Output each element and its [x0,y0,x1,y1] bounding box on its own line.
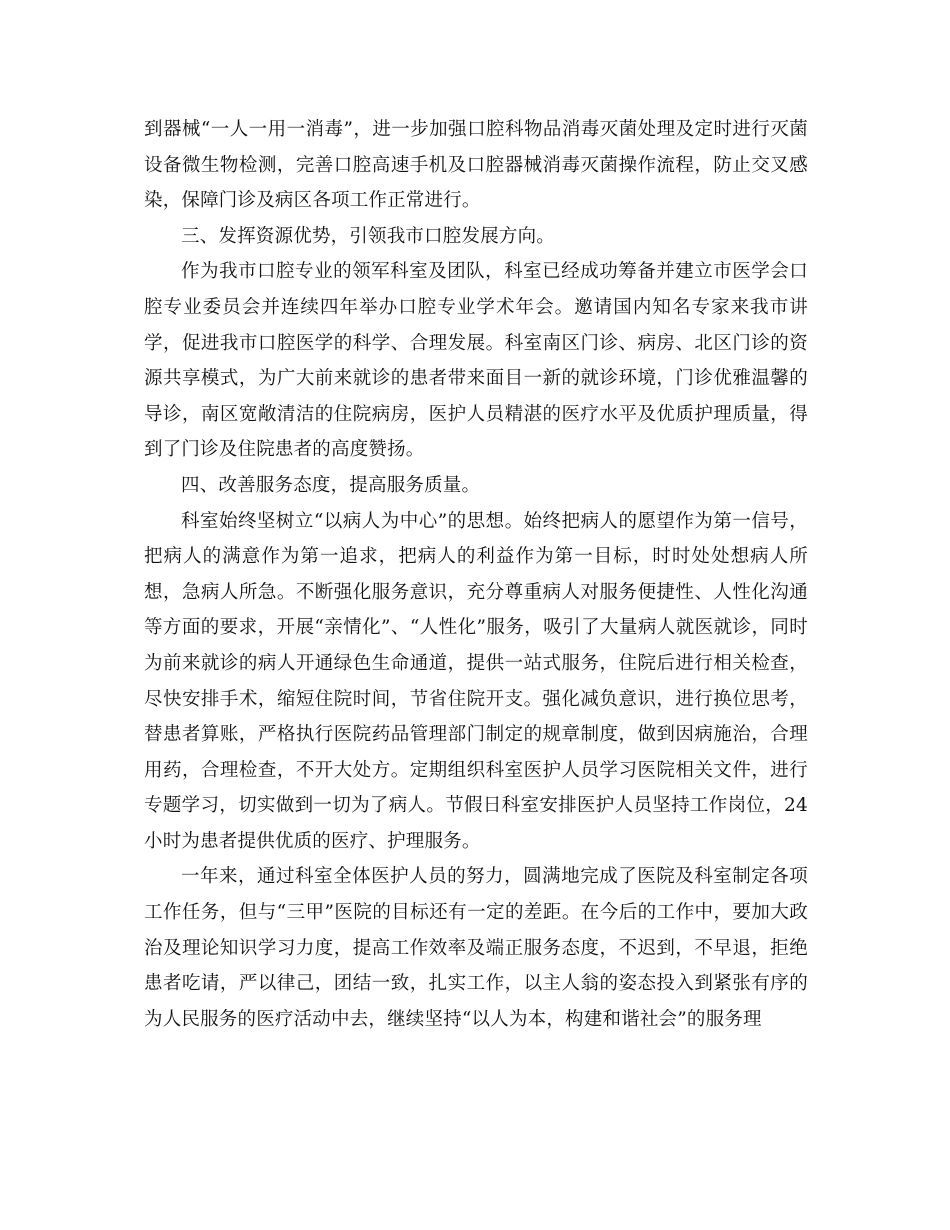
paragraph-year-summary: 一年来，通过科室全体医护人员的努力，圆满地完成了医院及科室制定各项工作任务，但与“三甲”医院的目标还有一定的差距。在今后的工作中，要加大政治及理论知识学习力度，提高工作效率及端正服务态度，不迟到，不早退，拒绝患者吃请，严以律己，团结一致，扎实工作，以主人翁的姿态投入到紧张有序的为人民服务的医疗活动中去，继续坚持“以人为本，构建和谐社会”的服务理 [144,866,808,1030]
section-heading-four: 四、改善服务态度，提高服务质量。 [181,474,481,496]
paragraph-service-attitude: 科室始终坚树立“以病人为中心”的思想。始终把病人的愿望作为第一信号，把病人的满意作为第一追求，把病人的利益作为第一目标，时时处处想病人所想，急病人所急。不断强化服务意识，充分尊重病人对服务便捷性、人性化沟通等方面的要求，开展“亲情化”、“人性化”服务，吸引了大量病人就医就诊，同时为前来就诊的病人开通绿色生命通道，提供一站式服务，住院后进行相关检查，尽快安排手术，缩短住院时间，节省住院开支。强化减负意识，进行换位思考，替患者算账，严格执行医院药品管理部门制定的规章制度，做到因病施治，合理用药，合理检查，不开大处方。定期组织科室医护人员学习医院相关文件，进行专题学习，切实做到一切为了病人。节假日科室安排医护人员坚持工作岗位，24小时为患者提供优质的医疗、护理服务。 [144,510,808,852]
section-heading-three: 三、发挥资源优势，引领我市口腔发展方向。 [181,225,556,247]
paragraph-continuation: 到器械“一人一用一消毒”，进一步加强口腔科物品消毒灭菌处理及定时进行灭菌设备微生物检测，完善口腔高速手机及口腔器械消毒灭菌操作流程，防止交叉感染，保障门诊及病区各项工作正常进行。 [144,119,808,212]
document-body [144,112,808,1037]
paragraph-resource-advantage: 作为我市口腔专业的领军科室及团队，科室已经成功筹备并建立市医学会口腔专业委员会并连续四年举办口腔专业学术年会。邀请国内知名专家来我市讲学，促进我市口腔医学的科学、合理发展。科室南区门诊、病房、北区门诊的资源共享模式，为广大前来就诊的患者带来面目一新的就诊环境，门诊优雅温馨的导诊，南区宽敞清洁的住院病房，医护人员精湛的医疗水平及优质护理质量，得到了门诊及住院患者的高度赞扬。 [144,261,808,461]
